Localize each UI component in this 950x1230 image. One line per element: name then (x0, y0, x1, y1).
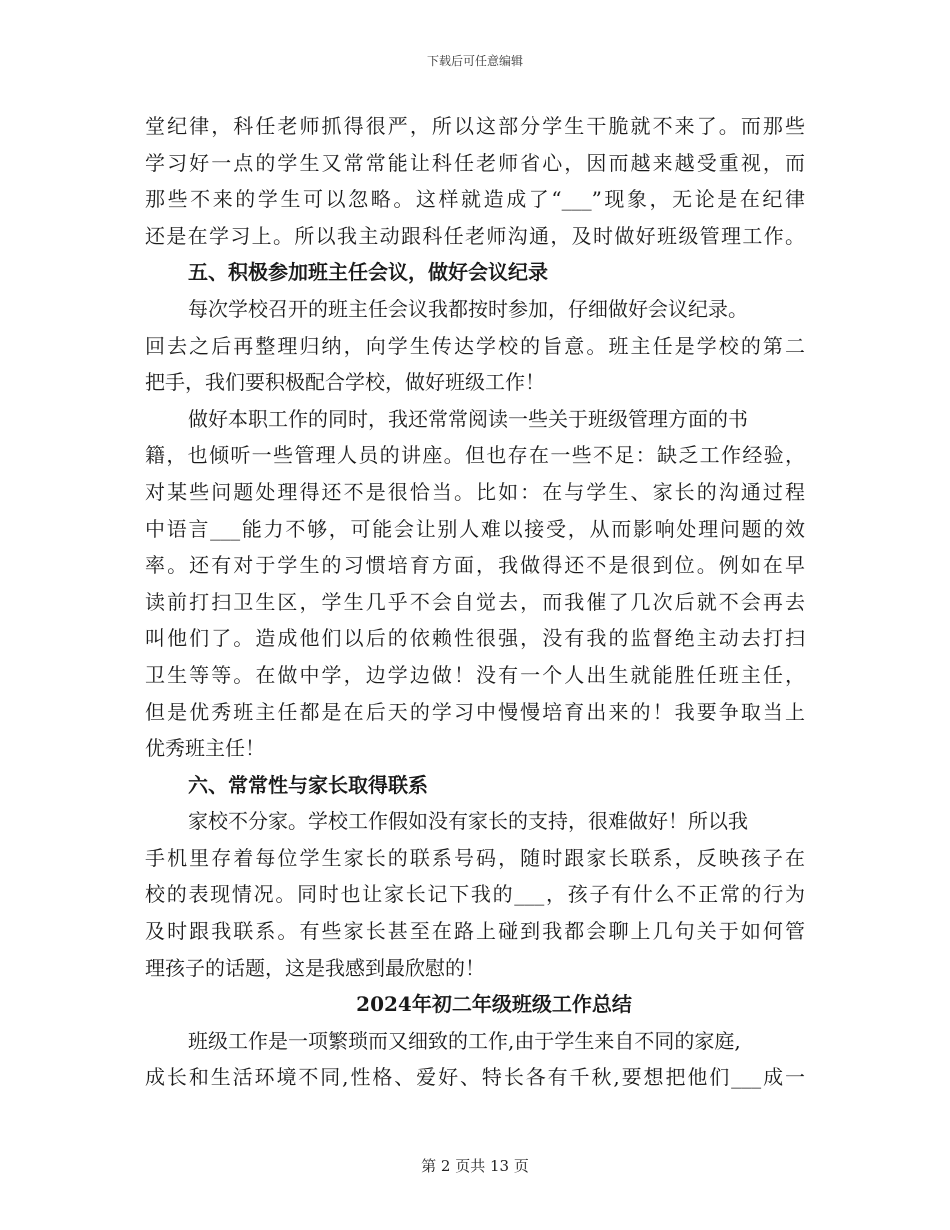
paragraph-line: 还是在学习上。所以我主动跟科任老师沟通，及时做好班级管理工作。 (145, 223, 805, 248)
paragraph-line: 手机里存着每位学生家长的联系号码，随时跟家长联系，反映孩子在 (145, 845, 805, 870)
paragraph-line: 班级工作是一项繁琐而又细致的工作,由于学生来自不同的家庭, (188, 1028, 741, 1053)
paragraph-line: 校的表现情况。同时也让家长记下我的___，孩子有什么不正常的行为 (145, 882, 805, 907)
paragraph-line: 每次学校召开的班主任会议我都按时参加，仔细做好会议纪录。 (188, 296, 748, 321)
document-body (145, 108, 805, 1096)
paragraph-line: 叫他们了。造成他们以后的依赖性很强，没有我的监督绝主动去打扫 (145, 626, 805, 651)
section-heading: 六、常常性与家长取得联系 (188, 772, 428, 797)
paragraph-line: 成长和生活环境不同,性格、爱好、特长各有千秋,要想把他们___成一 (145, 1065, 805, 1090)
paragraph-line: 回去之后再整理归纳，向学生传达学校的旨意。班主任是学校的第二 (145, 333, 805, 358)
paragraph-line: 家校不分家。学校工作假如没有家长的支持，很难做好！所以我 (188, 809, 748, 834)
paragraph-line: 理孩子的话题，这是我感到最欣慰的！ (145, 955, 485, 980)
paragraph-line: 做好本职工作的同时，我还常常阅读一些关于班级管理方面的书 (188, 406, 748, 431)
page-number: 第 2 页共 13 页 (421, 1157, 529, 1175)
paragraph-line: 优秀班主任！ (145, 736, 265, 761)
paragraph-line: 但是优秀班主任都是在后天的学习中慢慢培育出来的！我要争取当上 (145, 699, 805, 724)
paragraph-line: 及时跟我联系。有些家长甚至在路上碰到我都会聊上几句关于如何管 (145, 919, 805, 944)
paragraph-line: 率。还有对于学生的习惯培育方面，我做得还不是很到位。例如在早 (145, 553, 805, 578)
page-header: 下载后可任意编辑 (426, 54, 523, 68)
paragraph-line: 籍，也倾听一些管理人员的讲座。但也存在一些不足：缺乏工作经验， (145, 443, 805, 468)
section-heading: 五、积极参加班主任会议，做好会议纪录 (188, 260, 548, 285)
paragraph-line: 对某些问题处理得还不是很恰当。比如：在与学生、家长的沟通过程 (145, 479, 805, 504)
paragraph-line: 堂纪律，科任老师抓得很严，所以这部分学生干脆就不来了。而那些 (145, 114, 805, 138)
paragraph-line: 学习好一点的学生又常常能让科任老师省心，因而越来越受重视，而 (145, 150, 805, 175)
paragraph-line: 读前打扫卫生区，学生几乎不会自觉去，而我催了几次后就不会再去 (145, 589, 805, 614)
paragraph-line: 那些不来的学生可以忽略。这样就造成了“___”现象，无论是在纪律 (145, 187, 805, 212)
paragraph-line: 中语言___能力不够，可能会让别人难以接受，从而影响处理问题的效 (145, 516, 805, 541)
document-title: 2024年初二年级班级工作总结 (356, 992, 632, 1017)
paragraph-line: 把手，我们要积极配合学校，做好班级工作！ (145, 370, 545, 395)
paragraph-line: 卫生等等。在做中学，边学边做！没有一个人出生就能胜任班主任， (145, 662, 805, 687)
